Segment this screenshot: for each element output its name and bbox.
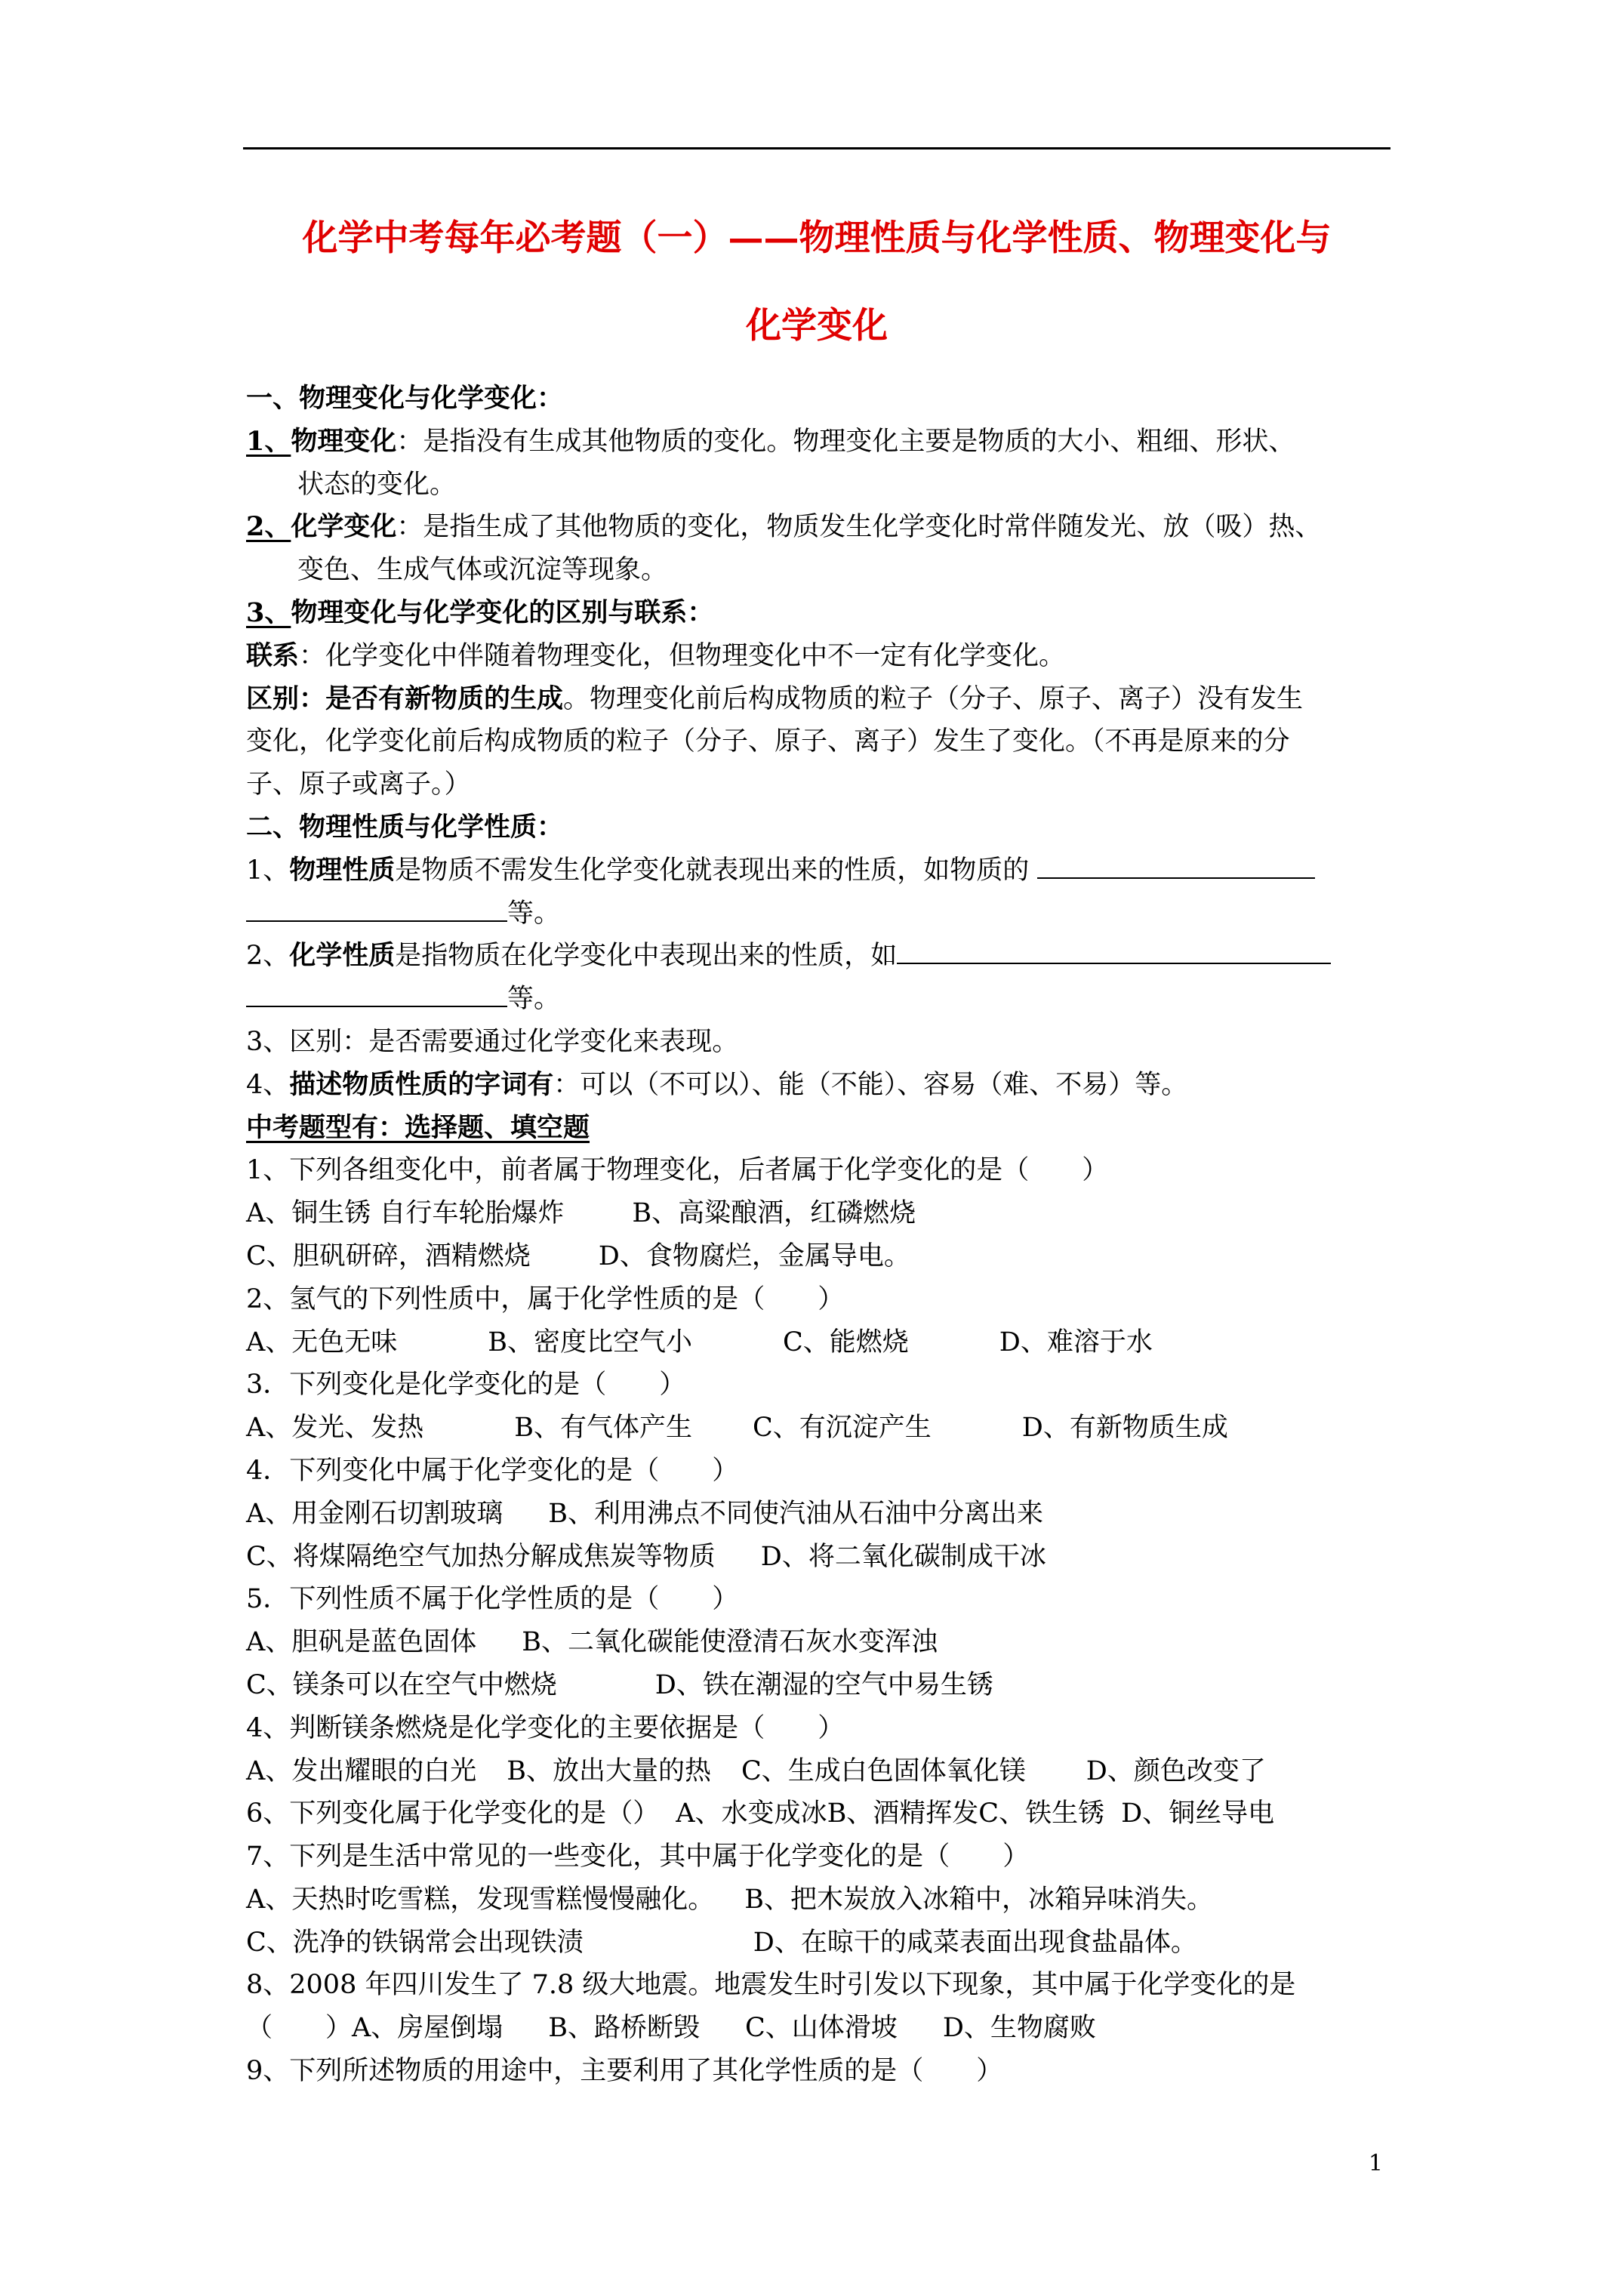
s2-item1-blank2[interactable] bbox=[246, 892, 507, 922]
s1-item3 bbox=[246, 592, 1394, 635]
s2-item3: 3、区别：是否需要通过化学变化来表现。 bbox=[246, 1026, 739, 1057]
s1-item1-num: 1、 bbox=[246, 425, 291, 457]
q4-option-a[interactable]: A、用金刚石切割玻璃 bbox=[246, 1498, 504, 1529]
s2-item4-num: 4、 bbox=[246, 1069, 290, 1100]
s1-item2-cont: 变色、生成气体或沉淀等现象。 bbox=[297, 555, 668, 586]
q2-stem: 2、氢气的下列性质中，属于化学性质的是（ ） bbox=[246, 1284, 845, 1314]
s2-item2 bbox=[246, 935, 1394, 978]
s2-item4-text: ：可以（不可以）、能（不能）、容易（难、不易）等。 bbox=[553, 1069, 1188, 1100]
q8-option-b[interactable]: B、路桥断毁 bbox=[548, 2013, 701, 2044]
q2-option-d[interactable]: D、难溶于水 bbox=[999, 1327, 1153, 1358]
section1-heading: 一、物理变化与化学变化： bbox=[246, 383, 564, 414]
s2-item1-cont bbox=[246, 892, 1394, 935]
s1-item2 bbox=[246, 506, 1394, 549]
page-title-line1: 化学中考每年必考题（一）——物理性质与化学性质、物理变化与 bbox=[302, 217, 1332, 259]
q7-option-d[interactable]: D、在晾干的咸菜表面出现食盐晶体。 bbox=[753, 1927, 1197, 1958]
s1-relation-term: 联系 bbox=[246, 639, 300, 671]
q3-option-a[interactable]: A、发光、发热 bbox=[246, 1413, 424, 1444]
page-title-line2: 化学变化 bbox=[746, 305, 888, 347]
q6-option-c[interactable]: C、铁生锈 bbox=[978, 1798, 1105, 1829]
q6-stem: 6、下列变化属于化学变化的是（） bbox=[246, 1798, 660, 1829]
q2-option-b[interactable]: B、密度比空气小 bbox=[488, 1327, 693, 1358]
s2-item1-term: 物理性质 bbox=[289, 854, 396, 886]
q5-options-ab bbox=[246, 1621, 1394, 1664]
document-body bbox=[246, 378, 1394, 2093]
s1-item2-term: 化学变化 bbox=[291, 511, 397, 543]
q3-option-b[interactable]: B、有气体产生 bbox=[514, 1413, 693, 1444]
header-rule bbox=[243, 147, 1390, 149]
s1-item2-num: 2、 bbox=[246, 511, 291, 543]
q8-option-c[interactable]: C、山体滑坡 bbox=[745, 2013, 898, 2044]
q1-options-ab bbox=[246, 1192, 1394, 1235]
q4b-option-b[interactable]: B、放出大量的热 bbox=[507, 1755, 712, 1786]
s1-item2-text: ：是指生成了其他物质的变化，物质发生化学变化时常伴随发光、放（吸）热、 bbox=[396, 512, 1322, 543]
q7-options-ab bbox=[246, 1878, 1394, 1922]
q3-options bbox=[246, 1407, 1394, 1450]
q6 bbox=[246, 1792, 1394, 1835]
q4-option-b[interactable]: B、利用沸点不同使汽油从石油中分离出来 bbox=[548, 1498, 1044, 1529]
q7-option-c[interactable]: C、洗净的铁锅常会出现铁渍 bbox=[246, 1927, 584, 1958]
q1-options-cd bbox=[246, 1235, 1394, 1278]
q1-option-d[interactable]: D、食物腐烂，金属导电。 bbox=[598, 1240, 910, 1271]
s2-item2-term: 化学性质 bbox=[289, 940, 396, 972]
s2-item2-text: 是指物质在化学变化中表现出来的性质，如 bbox=[395, 941, 898, 972]
s2-item2-end: 等。 bbox=[507, 984, 561, 1015]
s1-relation bbox=[246, 635, 1394, 678]
s1-difference bbox=[246, 678, 1394, 721]
s1-difference-bold: ：是否有新物质的生成 bbox=[299, 683, 564, 714]
q5-stem: 5．下列性质不属于化学性质的是（ ） bbox=[246, 1584, 739, 1615]
q7-stem: 7、下列是生活中常见的一些变化，其中属于化学变化的是（ ） bbox=[246, 1841, 1030, 1872]
q4-option-d[interactable]: D、将二氧化碳制成干冰 bbox=[760, 1541, 1046, 1572]
s2-item2-blank2[interactable] bbox=[246, 978, 507, 1007]
s1-difference-term: 区别 bbox=[246, 683, 300, 714]
s1-difference-cont2: 子、原子或离子。） bbox=[246, 769, 471, 800]
q4b-option-d[interactable]: D、颜色改变了 bbox=[1086, 1755, 1266, 1786]
q6-option-d[interactable]: D、铜丝导电 bbox=[1121, 1798, 1275, 1829]
q4-options-ab bbox=[246, 1493, 1394, 1536]
s2-item2-blank[interactable] bbox=[897, 935, 1331, 965]
s1-item1-text: ：是指没有生成其他物质的变化。物理变化主要是物质的大小、粗细、形状、 bbox=[396, 426, 1295, 457]
q8-options bbox=[246, 2007, 1394, 2050]
s1-item3-text: 物理变化与化学变化的区别与联系： bbox=[291, 596, 714, 628]
s1-item1 bbox=[246, 421, 1394, 464]
q6-option-b[interactable]: B、酒精挥发 bbox=[827, 1798, 979, 1829]
s1-item1-cont: 状态的变化。 bbox=[297, 469, 457, 500]
q1-option-b[interactable]: B、高粱酿酒，红磷燃烧 bbox=[632, 1198, 916, 1229]
q1-option-a[interactable]: A、铜生锈 自行车轮胎爆炸 bbox=[246, 1198, 565, 1229]
q5-option-c[interactable]: C、镁条可以在空气中燃烧 bbox=[246, 1669, 557, 1700]
q4b-stem: 4、判断镁条燃烧是化学变化的主要依据是（ ） bbox=[246, 1712, 845, 1743]
s2-item2-num: 2、 bbox=[246, 941, 290, 972]
q7-options-cd bbox=[246, 1922, 1394, 1965]
q4-options-cd bbox=[246, 1536, 1394, 1579]
exam-heading: 中考题型有：选择题、填空题 bbox=[246, 1111, 590, 1143]
s1-difference-text: 。物理变化前后构成物质的粒子（分子、原子、离子）没有发生 bbox=[563, 683, 1304, 714]
q8-stem: 8、2008 年四川发生了 7.8 级大地震。地震发生时引发以下现象，其中属于化学变化的是 bbox=[246, 1970, 1296, 2001]
s2-item4 bbox=[246, 1064, 1394, 1107]
s2-item1-end: 等。 bbox=[507, 898, 561, 929]
q7-option-a[interactable]: A、天热时吃雪糕，发现雪糕慢慢融化。 bbox=[246, 1884, 715, 1915]
q4b-option-c[interactable]: C、生成白色固体氧化镁 bbox=[741, 1755, 1026, 1786]
s2-item1-blank[interactable] bbox=[1037, 849, 1315, 879]
q3-option-c[interactable]: C、有沉淀产生 bbox=[753, 1413, 932, 1444]
q9-stem: 9、下列所述物质的用途中，主要利用了其化学性质的是（ ） bbox=[246, 2056, 1003, 2087]
q5-options-cd bbox=[246, 1664, 1394, 1707]
s2-item4-term: 描述物质性质的字词有 bbox=[289, 1068, 554, 1100]
s1-item1-term: 物理变化 bbox=[291, 425, 397, 457]
q5-option-b[interactable]: B、二氧化碳能使澄清石灰水变浑浊 bbox=[522, 1627, 938, 1658]
q6-option-a[interactable]: A、水变成冰 bbox=[676, 1798, 827, 1829]
q2-options bbox=[246, 1321, 1394, 1364]
q4-stem: 4．下列变化中属于化学变化的是（ ） bbox=[246, 1455, 739, 1486]
q2-option-c[interactable]: C、能燃烧 bbox=[783, 1327, 909, 1358]
q4b-options bbox=[246, 1750, 1394, 1793]
s2-item1-text: 是物质不需发生化学变化就表现出来的性质，如物质的 bbox=[395, 855, 1030, 886]
s1-difference-cont1: 变化，化学变化前后构成物质的粒子（分子、原子、离子）发生了变化。（不再是原来的分 bbox=[246, 726, 1290, 757]
q8-paren: （ ） bbox=[246, 2013, 353, 2044]
q3-option-d[interactable]: D、有新物质生成 bbox=[1021, 1413, 1228, 1444]
q8-option-d[interactable]: D、生物腐败 bbox=[942, 2013, 1096, 2044]
section2-heading: 二、物理性质与化学性质： bbox=[246, 811, 564, 843]
q1-option-c[interactable]: C、胆矾研碎，酒精燃烧 bbox=[246, 1240, 531, 1271]
q7-option-b[interactable]: B、把木炭放入冰箱中，冰箱异味消失。 bbox=[744, 1884, 1214, 1915]
q2-option-a[interactable]: A、无色无味 bbox=[246, 1327, 398, 1358]
q5-option-a[interactable]: A、胆矾是蓝色固体 bbox=[246, 1627, 477, 1658]
q8-option-a[interactable]: A、房屋倒塌 bbox=[352, 2013, 504, 2044]
s2-item2-cont bbox=[246, 978, 1394, 1021]
s2-item1 bbox=[246, 849, 1394, 892]
page-number: 1 bbox=[1368, 2150, 1383, 2177]
q1-stem: 1、下列各组变化中，前者属于物理变化，后者属于化学变化的是（ ） bbox=[246, 1155, 1109, 1186]
s2-item1-num: 1、 bbox=[246, 855, 290, 886]
s1-item3-num: 3、 bbox=[246, 596, 291, 628]
q4b-option-a[interactable]: A、发出耀眼的白光 bbox=[246, 1755, 477, 1786]
q3-stem: 3．下列变化是化学变化的是（ ） bbox=[246, 1370, 686, 1401]
s1-relation-text: ：化学变化中伴随着物理变化，但物理变化中不一定有化学变化。 bbox=[299, 640, 1066, 671]
q5-option-d[interactable]: D、铁在潮湿的空气中易生锈 bbox=[654, 1669, 993, 1700]
q4-option-c[interactable]: C、将煤隔绝空气加热分解成焦炭等物质 bbox=[246, 1541, 716, 1572]
